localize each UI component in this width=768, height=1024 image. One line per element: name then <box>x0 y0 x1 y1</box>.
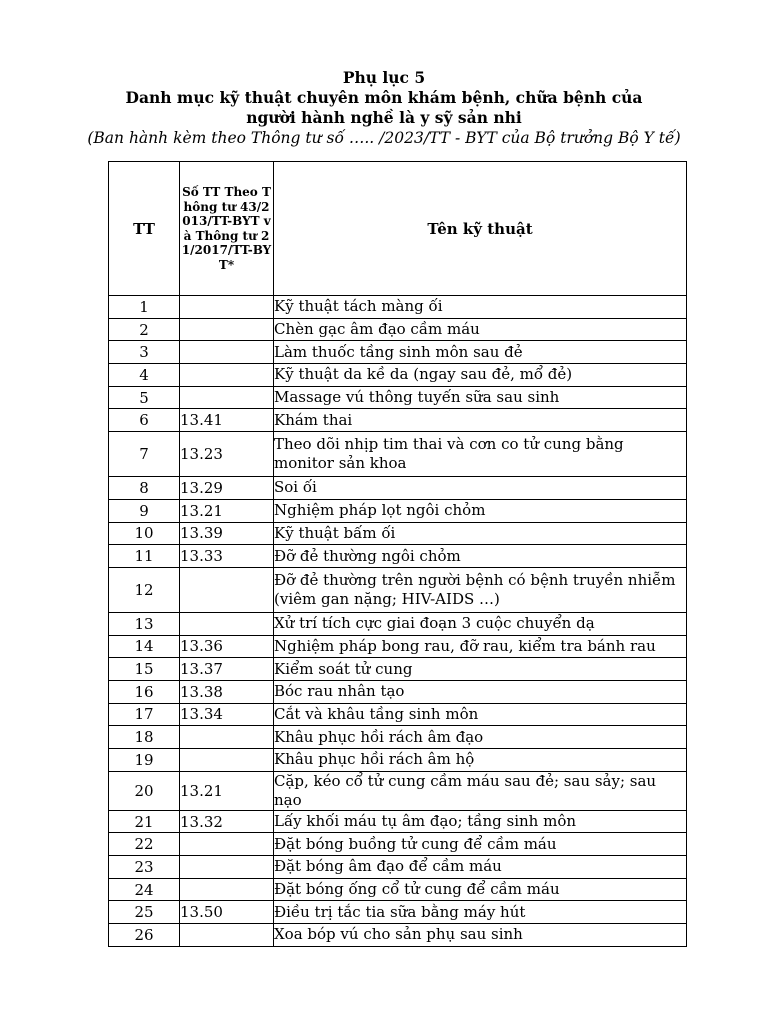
cell-tt: 22 <box>109 833 180 856</box>
cell-so-tt: 13.29 <box>180 477 274 500</box>
table-row <box>109 726 687 749</box>
table-row <box>109 499 687 522</box>
cell-ten-ky-thuat: Kỹ thuật da kề da (ngay sau đẻ, mổ đẻ) <box>274 364 687 387</box>
table-row <box>109 386 687 409</box>
table-row <box>109 680 687 703</box>
cell-ten-ky-thuat: Theo dõi nhịp tim thai và cơn co tử cung bằng monitor sản khoa <box>274 432 687 477</box>
header-tt: TT <box>109 162 180 296</box>
cell-so-tt: 13.21 <box>180 499 274 522</box>
cell-tt: 8 <box>109 477 180 500</box>
cell-so-tt: 13.34 <box>180 703 274 726</box>
cell-so-tt <box>180 567 274 612</box>
cell-ten-ky-thuat: Đặt bóng buồng tử cung để cầm máu <box>274 833 687 856</box>
cell-tt: 25 <box>109 901 180 924</box>
cell-so-tt <box>180 318 274 341</box>
table-row <box>109 477 687 500</box>
document-title-continued: người hành nghề là y sỹ sản nhi <box>246 108 522 127</box>
cell-so-tt <box>180 924 274 947</box>
table-row <box>109 432 687 477</box>
table-row <box>109 833 687 856</box>
table-row <box>109 341 687 364</box>
technique-table <box>108 161 687 947</box>
cell-so-tt: 13.36 <box>180 635 274 658</box>
cell-ten-ky-thuat: Đỡ đẻ thường ngôi chỏm <box>274 545 687 568</box>
cell-so-tt <box>180 386 274 409</box>
cell-tt: 9 <box>109 499 180 522</box>
cell-tt: 16 <box>109 680 180 703</box>
cell-ten-ky-thuat: Soi ối <box>274 477 687 500</box>
cell-so-tt <box>180 878 274 901</box>
cell-ten-ky-thuat: Massage vú thông tuyến sữa sau sinh <box>274 386 687 409</box>
cell-tt: 2 <box>109 318 180 341</box>
cell-so-tt <box>180 856 274 879</box>
table-row <box>109 901 687 924</box>
document-header <box>0 68 768 148</box>
table-body <box>109 296 687 947</box>
cell-ten-ky-thuat: Đặt bóng âm đạo để cầm máu <box>274 856 687 879</box>
cell-ten-ky-thuat: Kiểm soát tử cung <box>274 658 687 681</box>
cell-so-tt: 13.39 <box>180 522 274 545</box>
table-row <box>109 522 687 545</box>
cell-tt: 13 <box>109 612 180 635</box>
cell-so-tt <box>180 296 274 319</box>
table-row <box>109 612 687 635</box>
cell-tt: 19 <box>109 749 180 772</box>
cell-so-tt <box>180 749 274 772</box>
cell-so-tt: 13.38 <box>180 680 274 703</box>
cell-so-tt: 13.23 <box>180 432 274 477</box>
document-subtitle: (Ban hành kèm theo Thông tư số ….. /2023/TT - BYT của Bộ trưởng Bộ Y tế) <box>87 129 681 147</box>
cell-so-tt: 13.32 <box>180 810 274 833</box>
cell-tt: 7 <box>109 432 180 477</box>
table-row <box>109 567 687 612</box>
table-row <box>109 545 687 568</box>
cell-tt: 24 <box>109 878 180 901</box>
table-row <box>109 296 687 319</box>
cell-ten-ky-thuat: Nghiệm pháp lọt ngôi chỏm <box>274 499 687 522</box>
cell-ten-ky-thuat: Nghiệm pháp bong rau, đỡ rau, kiểm tra bánh rau <box>274 635 687 658</box>
cell-tt: 18 <box>109 726 180 749</box>
cell-tt: 26 <box>109 924 180 947</box>
cell-ten-ky-thuat: Đặt bóng ống cổ tử cung để cầm máu <box>274 878 687 901</box>
cell-so-tt: 13.37 <box>180 658 274 681</box>
table-header-row <box>109 162 687 296</box>
cell-so-tt: 13.21 <box>180 771 274 810</box>
cell-ten-ky-thuat: Chèn gạc âm đạo cầm máu <box>274 318 687 341</box>
cell-ten-ky-thuat: Kỹ thuật tách màng ối <box>274 296 687 319</box>
table-row <box>109 318 687 341</box>
table-row <box>109 364 687 387</box>
cell-ten-ky-thuat: Điều trị tắc tia sữa bằng máy hút <box>274 901 687 924</box>
cell-so-tt <box>180 726 274 749</box>
appendix-title: Phụ lục 5 <box>342 68 426 87</box>
cell-ten-ky-thuat: Đỡ đẻ thường trên người bệnh có bệnh truyền nhiễm (viêm gan nặng; HIV-AIDS …) <box>274 567 687 612</box>
cell-tt: 4 <box>109 364 180 387</box>
cell-ten-ky-thuat: Cặp, kéo cổ tử cung cầm máu sau đẻ; sau sảy; sau nạo <box>274 771 687 810</box>
cell-ten-ky-thuat: Khâu phục hồi rách âm đạo <box>274 726 687 749</box>
cell-tt: 14 <box>109 635 180 658</box>
cell-so-tt: 13.41 <box>180 409 274 432</box>
table-row <box>109 771 687 810</box>
cell-tt: 17 <box>109 703 180 726</box>
cell-tt: 11 <box>109 545 180 568</box>
cell-ten-ky-thuat: Khám thai <box>274 409 687 432</box>
cell-ten-ky-thuat: Lấy khối máu tụ âm đạo; tầng sinh môn <box>274 810 687 833</box>
cell-tt: 6 <box>109 409 180 432</box>
table-row <box>109 409 687 432</box>
cell-so-tt <box>180 612 274 635</box>
table-row <box>109 749 687 772</box>
table-row <box>109 924 687 947</box>
table-row <box>109 810 687 833</box>
header-ten-ky-thuat: Tên kỹ thuật <box>274 162 687 296</box>
table-row <box>109 635 687 658</box>
cell-tt: 10 <box>109 522 180 545</box>
table-row <box>109 658 687 681</box>
cell-tt: 5 <box>109 386 180 409</box>
cell-ten-ky-thuat: Xử trí tích cực giai đoạn 3 cuộc chuyển dạ <box>274 612 687 635</box>
header-so-tt: Số TT Theo Thông tư 43/2013/TT-BYT và Thông tư 21/2017/TT-BYT* <box>180 162 274 296</box>
cell-tt: 15 <box>109 658 180 681</box>
cell-so-tt <box>180 833 274 856</box>
cell-tt: 23 <box>109 856 180 879</box>
table-row <box>109 856 687 879</box>
cell-tt: 20 <box>109 771 180 810</box>
cell-ten-ky-thuat: Bóc rau nhân tạo <box>274 680 687 703</box>
cell-ten-ky-thuat: Cắt và khâu tầng sinh môn <box>274 703 687 726</box>
document-title: Danh mục kỹ thuật chuyên môn khám bệnh, chữa bệnh của <box>125 88 643 107</box>
cell-so-tt: 13.33 <box>180 545 274 568</box>
table-row <box>109 703 687 726</box>
cell-tt: 12 <box>109 567 180 612</box>
cell-tt: 1 <box>109 296 180 319</box>
cell-ten-ky-thuat: Xoa bóp vú cho sản phụ sau sinh <box>274 924 687 947</box>
cell-tt: 21 <box>109 810 180 833</box>
cell-so-tt <box>180 341 274 364</box>
cell-tt: 3 <box>109 341 180 364</box>
cell-ten-ky-thuat: Làm thuốc tầng sinh môn sau đẻ <box>274 341 687 364</box>
cell-ten-ky-thuat: Kỹ thuật bấm ối <box>274 522 687 545</box>
cell-so-tt <box>180 364 274 387</box>
cell-so-tt: 13.50 <box>180 901 274 924</box>
cell-ten-ky-thuat: Khâu phục hồi rách âm hộ <box>274 749 687 772</box>
table-row <box>109 878 687 901</box>
